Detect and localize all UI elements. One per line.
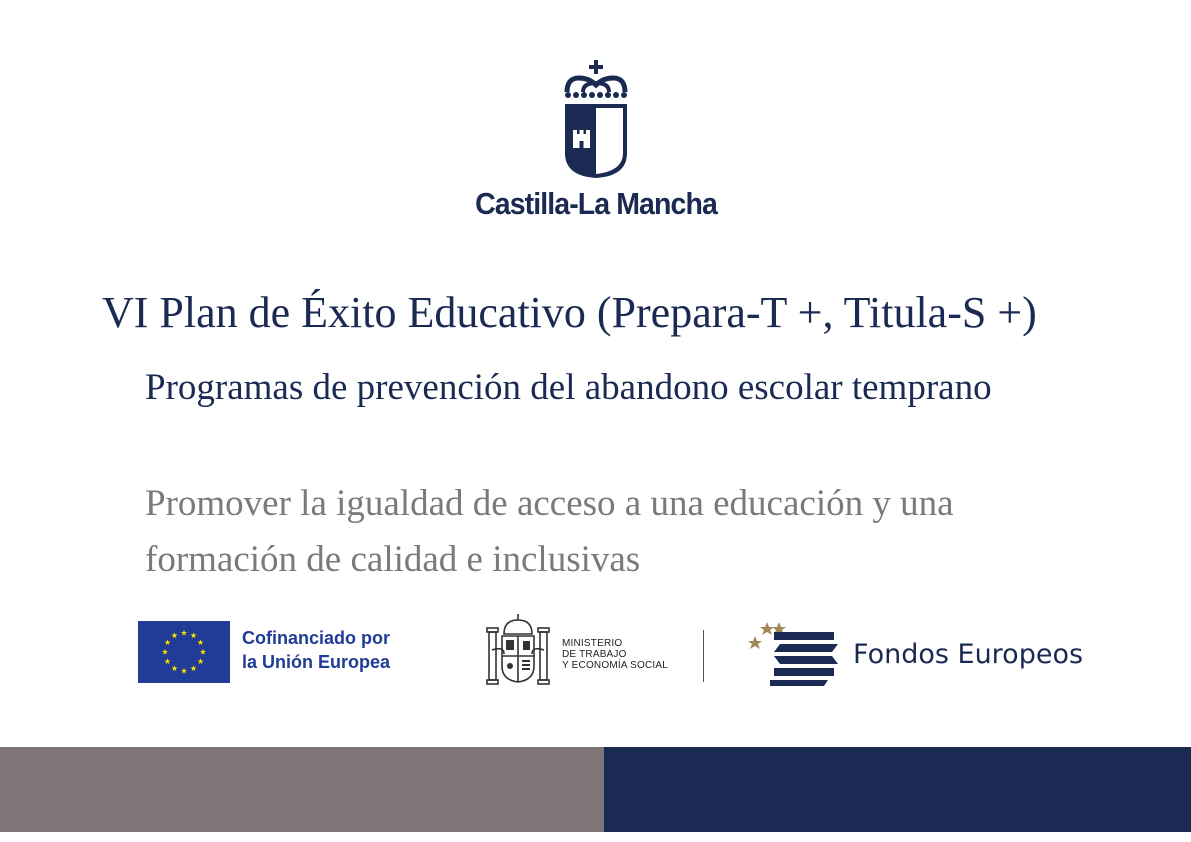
ministry-text — [562, 638, 702, 671]
fondos-europeos-mark-icon — [748, 622, 840, 686]
footer-band-navy — [604, 747, 1191, 832]
ministry-divider — [703, 630, 704, 682]
spain-crest-icon — [484, 614, 552, 686]
ministry-line-1: MINISTERIO — [562, 638, 623, 649]
castilla-la-mancha-name: Castilla-La Mancha — [475, 186, 717, 221]
eu-cofinancing-logo — [138, 621, 438, 683]
eu-line-2: la Unión Europea — [242, 652, 391, 672]
eu-cofinancing-text — [242, 626, 442, 674]
document-title: VI Plan de Éxito Educativo (Prepara-T +, Titula-S +) — [102, 288, 1037, 337]
fondos-europeos-logo — [748, 622, 1088, 688]
eu-flag-icon — [138, 621, 230, 683]
ministry-logo — [484, 614, 714, 688]
document-subtitle: Programas de prevención del abandono escolar temprano — [145, 367, 992, 408]
document-objective: Promover la igualdad de acceso a una educación y una formación de calidad e inclusivas — [145, 483, 954, 580]
castilla-la-mancha-crest-icon — [561, 58, 631, 180]
ministry-line-3: Y ECONOMÍA SOCIAL — [562, 660, 669, 671]
castilla-la-mancha-logo — [462, 58, 730, 228]
fondos-europeos-text: Fondos Europeos — [853, 639, 1084, 670]
eu-line-1: Cofinanciado por — [242, 628, 390, 648]
ministry-line-2: DE TRABAJO — [562, 649, 627, 660]
footer-band-gray — [0, 747, 604, 832]
